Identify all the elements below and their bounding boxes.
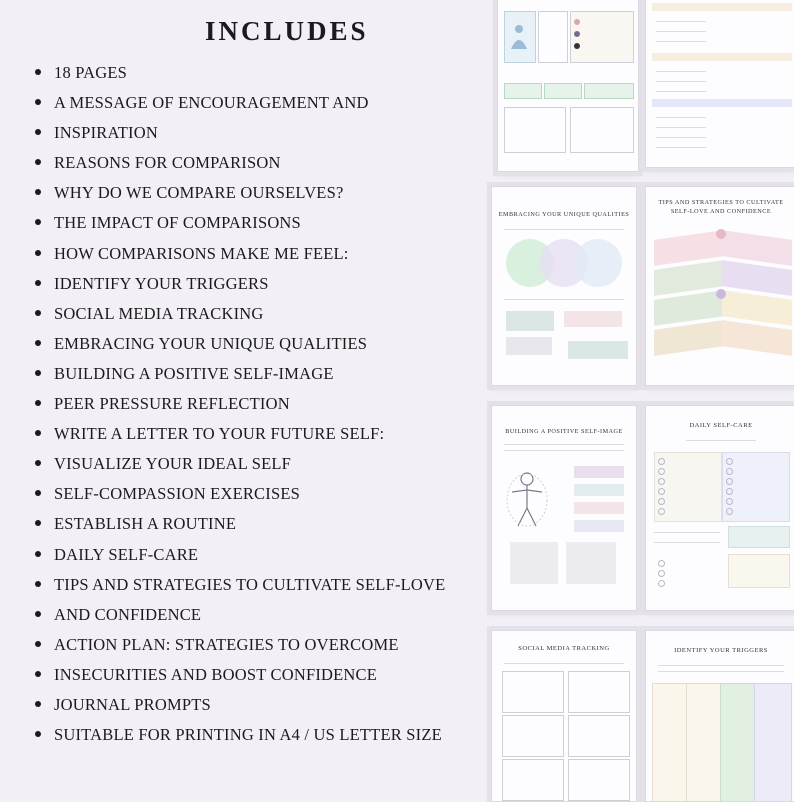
- tracking-panel: [502, 759, 564, 801]
- tip-ribbon: [722, 320, 792, 356]
- chakra-dot: [574, 19, 580, 25]
- preview-title: EMBRACING YOUR UNIQUE QUALITIES: [498, 211, 630, 218]
- affirmation-bar: [574, 466, 624, 478]
- preview-title: BUILDING A POSITIVE SELF-IMAGE: [505, 428, 623, 435]
- heart-icon: [716, 289, 726, 299]
- tracking-panel: [568, 715, 630, 757]
- feature-item: DAILY SELF-CARE: [34, 540, 489, 570]
- preview-page-building: [491, 405, 637, 611]
- preview-title: TIPS AND STRATEGIES TO CULTIVATE: [658, 199, 784, 206]
- note-card: [568, 341, 628, 359]
- feature-item: WHY DO WE COMPARE OURSELVES?: [34, 178, 489, 208]
- technique-card: [570, 107, 634, 153]
- note-card: [510, 542, 558, 584]
- body-outline-icon: [502, 470, 552, 530]
- feature-item: TIPS AND STRATEGIES TO CULTIVATE SELF-LOVE: [34, 570, 489, 600]
- feature-item: INSPIRATION: [34, 118, 489, 148]
- feature-item: HOW COMPARISONS MAKE ME FEEL:: [34, 239, 489, 269]
- chakra-panel: [570, 11, 634, 63]
- tracking-panel: [502, 715, 564, 757]
- preview-title: SOCIAL MEDIA TRACKING: [518, 645, 610, 652]
- note-card: [506, 311, 554, 331]
- tip-ribbon: [654, 320, 724, 356]
- trigger-column: [754, 683, 792, 802]
- preview-page-techniques: [497, 0, 639, 172]
- feature-item: WRITE A LETTER TO YOUR FUTURE SELF:: [34, 419, 489, 449]
- preview-title: DAILY SELF-CARE: [689, 422, 753, 429]
- tip-ribbon: [722, 230, 792, 266]
- heart-icon: [716, 229, 726, 239]
- feature-item: REASONS FOR COMPARISON: [34, 148, 489, 178]
- feature-item: ESTABLISH A ROUTINE: [34, 509, 489, 539]
- routine-header: [652, 99, 792, 107]
- note-card: [506, 337, 552, 355]
- tip-ribbon: [722, 260, 792, 296]
- preview-title: SELF-LOVE AND CONFIDENCE: [670, 208, 772, 215]
- feature-item: A MESSAGE OF ENCOURAGEMENT AND: [34, 88, 489, 118]
- mood-tracker: [728, 554, 790, 588]
- trigger-column: [652, 683, 687, 802]
- preview-page-routine: [645, 0, 794, 168]
- water-tracker: [728, 526, 790, 548]
- technique-card: [544, 83, 582, 99]
- preview-title: IDENTIFY YOUR TRIGGERS: [674, 647, 768, 654]
- routine-header: [652, 3, 792, 11]
- feature-item: BUILDING A POSITIVE SELF-IMAGE: [34, 359, 489, 389]
- routine-header: [652, 53, 792, 61]
- affirmation-bar: [574, 520, 624, 532]
- preview-page-tips: [645, 186, 794, 386]
- feature-item: ACTION PLAN: STRATEGIES TO OVERCOME: [34, 630, 489, 660]
- affirmation-bar: [574, 484, 624, 496]
- note-card: [564, 311, 622, 327]
- note-card: [566, 542, 616, 584]
- feature-item: PEER PRESSURE REFLECTION: [34, 389, 489, 419]
- meditation-figure-icon: [507, 23, 531, 53]
- feature-item: SUITABLE FOR PRINTING IN A4 / US LETTER SIZE: [34, 720, 489, 750]
- preview-page-daily: [645, 405, 794, 611]
- feature-item: JOURNAL PROMPTS: [34, 690, 489, 720]
- tracking-panel: [568, 671, 630, 713]
- tracking-panel: [502, 671, 564, 713]
- tip-ribbon: [722, 290, 792, 326]
- venn-circle: [574, 239, 622, 287]
- technique-card: [584, 83, 634, 99]
- feature-item: AND CONFIDENCE: [34, 600, 489, 630]
- technique-card: [504, 83, 542, 99]
- page-title: INCLUDES: [205, 16, 369, 46]
- feature-item: VISUALIZE YOUR IDEAL SELF: [34, 449, 489, 479]
- trigger-column: [720, 683, 755, 802]
- technique-card: [504, 107, 566, 153]
- preview-page-triggers: [645, 630, 794, 802]
- feature-item: INSECURITIES AND BOOST CONFIDENCE: [34, 660, 489, 690]
- feature-item: 18 PAGES: [34, 58, 489, 88]
- trigger-column: [686, 683, 721, 802]
- feature-item: EMBRACING YOUR UNIQUE QUALITIES: [34, 329, 489, 359]
- chakra-dot: [574, 43, 580, 49]
- affirmation-bar: [574, 502, 624, 514]
- preview-page-embracing: [491, 186, 637, 386]
- chakra-dot: [574, 31, 580, 37]
- preview-page-social: [491, 630, 637, 802]
- feature-list: [34, 58, 489, 750]
- feature-item: THE IMPACT OF COMPARISONS: [34, 208, 489, 238]
- technique-list: [538, 11, 568, 63]
- feature-item: IDENTIFY YOUR TRIGGERS: [34, 269, 489, 299]
- feature-item: SELF-COMPASSION EXERCISES: [34, 479, 489, 509]
- tracking-panel: [568, 759, 630, 801]
- feature-item: SOCIAL MEDIA TRACKING: [34, 299, 489, 329]
